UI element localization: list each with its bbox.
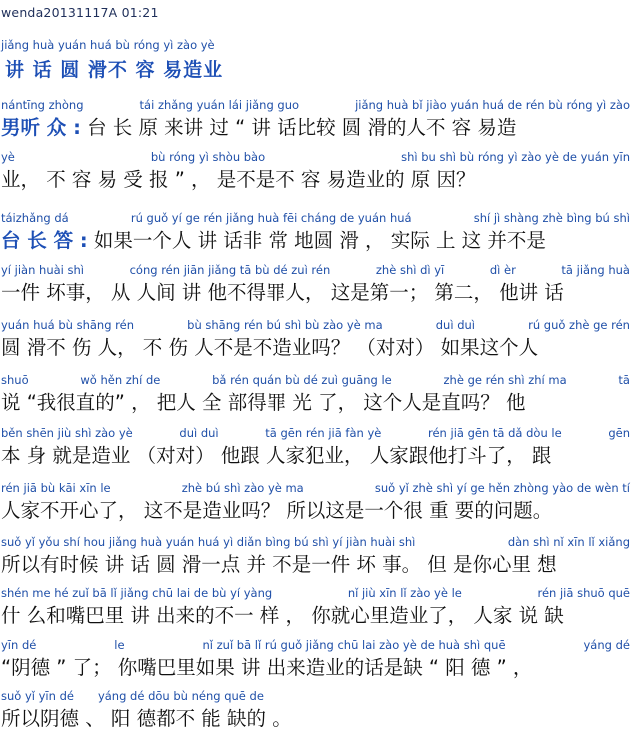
pinyin-segment: yuán huá bù shāng rén xyxy=(1,318,135,332)
pinyin-segment: rú guǒ yí ge rén jiǎng huà fēi cháng de yuán huá xyxy=(130,211,412,225)
pinyin-segment: zhè shì dì yī xyxy=(375,263,445,277)
pinyin-segment: rú guǒ zhè ge rén xyxy=(528,318,630,332)
hanzi-row xyxy=(0,167,632,193)
hanzi-row xyxy=(0,280,632,306)
line-text: 人家不开心了， 这不是造业吗？ 所以这是一个很 重 要的问题。 xyxy=(1,499,553,522)
pinyin-segment: dàn shì nǐ xīn lǐ xiǎng xyxy=(507,535,630,549)
pinyin-row xyxy=(0,211,632,225)
pinyin-segment: nǐ jiù xīn lǐ zào yè le xyxy=(347,586,462,600)
line-text: 如果一个人 讲 话非 常 地圆 滑 ， 实际 上 这 并不是 xyxy=(87,229,546,252)
pinyin-segment: shí jì shàng zhè bìng bú shì xyxy=(473,211,630,225)
pinyin-segment: jiǎng huà bǐ jiào yuán huá de rén bù róng yì zào xyxy=(355,98,630,112)
pinyin-segment: cóng rén jiān jiǎng tā bù dé zuì rén xyxy=(129,263,331,277)
pinyin-segment: rén jiā bù kāi xīn le xyxy=(1,481,111,495)
pinyin-segment: nántīng zhòng xyxy=(1,98,84,112)
pinyin-segment: shì bu shì bù róng yì zào yè de yuán yīn xyxy=(401,150,630,164)
pinyin-segment: suǒ yǐ zhè shì yí ge hěn zhòng yào de wèn tí xyxy=(374,481,630,495)
hanzi-row xyxy=(0,228,632,254)
line-text: 说 “我很直的” ， 把人 全 部得罪 光 了， 这个人是直吗？ 他 xyxy=(1,391,526,414)
pinyin-row xyxy=(0,150,632,164)
hanzi-row xyxy=(0,655,632,681)
post-header: wenda20131117A 01:21 xyxy=(1,5,159,20)
line-text: 所以有时候 讲 话 圆 滑一点 并 不是一件 坏 事。 但 是你心里 想 xyxy=(1,553,557,576)
pinyin-segment: duì duì xyxy=(435,318,475,332)
pinyin-row xyxy=(0,535,632,549)
pinyin-segment: táizhǎng dá xyxy=(1,211,69,225)
pinyin-segment: gēn xyxy=(608,426,630,440)
speaker-label: 男听 众 : xyxy=(1,116,81,139)
pinyin-segment: suǒ yǐ yīn dé xyxy=(1,689,74,703)
pinyin-segment: tā gēn rén jiā fàn yè xyxy=(265,426,382,440)
line-text: 所以阴德 、 阳 德都不 能 缺的 。 xyxy=(1,707,292,730)
pinyin-segment: nǐ zuǐ bā lǐ rú guǒ jiǎng chū lai zào yè de huà shì quē xyxy=(202,638,506,652)
pinyin-segment: shén me hé zuǐ bā lǐ jiǎng chū lai de bù yí yàng xyxy=(1,586,273,600)
line-text: “阴德 ” 了； 你嘴巴里如果 讲 出来造业的话是缺 “ 阳 德 ” ， xyxy=(1,656,533,679)
hanzi-row xyxy=(0,115,632,141)
pinyin-segment: bǎ rén quán bù dé zuì guāng le xyxy=(212,373,392,387)
pinyin-row xyxy=(0,373,632,387)
line-text: 什 么和嘴巴里 讲 出来的不一 样 ， 你就心里造业了， 人家 说 缺 xyxy=(1,604,564,627)
pinyin-segment: yí jiàn huài shì xyxy=(1,263,84,277)
pinyin-row xyxy=(0,98,632,112)
article-title: 讲 话 圆 滑不 容 易造业 xyxy=(5,59,224,81)
hanzi-row xyxy=(0,552,632,578)
hanzi-row xyxy=(0,443,632,469)
pinyin-segment: yīn dé xyxy=(1,638,37,652)
pinyin-segment: yè xyxy=(1,150,15,164)
text-line-11 xyxy=(0,638,632,694)
pinyin-segment: tā jiǎng huà xyxy=(561,263,630,277)
pinyin-segment: duì duì xyxy=(179,426,219,440)
pinyin-row xyxy=(0,481,632,495)
text-line-10 xyxy=(0,586,632,642)
text-line-7 xyxy=(0,426,632,482)
pinyin-segment: bù róng yì shòu bào xyxy=(150,150,266,164)
hanzi-row xyxy=(0,390,632,416)
line-text: 一件 坏事， 从 人间 讲 他不得罪人， 这是第一； 第二， 他讲 话 xyxy=(1,281,564,304)
pinyin-segment: yáng dé xyxy=(583,638,630,652)
pinyin-row xyxy=(0,263,632,277)
pinyin-row xyxy=(0,318,632,332)
text-line-2 xyxy=(0,150,632,206)
pinyin-segment: wǒ hěn zhí de xyxy=(80,373,161,387)
pinyin-row xyxy=(0,689,632,703)
text-line-6 xyxy=(0,373,632,429)
line-text: 台 长 原 来讲 过 “ 讲 话比较 圆 滑的人不 容 易造 xyxy=(80,116,517,139)
pinyin-segment: yáng dé dōu bù néng quē de xyxy=(97,689,264,703)
pinyin-segment: tā xyxy=(618,373,630,387)
text-line-3 xyxy=(0,211,632,267)
pinyin-segment: bù shāng rén bú shì bù zào yè ma xyxy=(187,318,383,332)
title-pinyin: jiǎng huà yuán huá bù róng yì zào yè xyxy=(1,38,215,52)
pinyin-segment: běn shēn jiù shì zào yè xyxy=(1,426,133,440)
pinyin-segment: shuō xyxy=(1,373,29,387)
pinyin-segment: suǒ yǐ yǒu shí hou jiǎng huà yuán huá yì diǎn bìng bú shì yí jiàn huài shì xyxy=(1,535,416,549)
text-line-5 xyxy=(0,318,632,374)
pinyin-segment: rén jiā gēn tā dǎ dòu le xyxy=(428,426,562,440)
text-line-8 xyxy=(0,481,632,537)
text-line-9 xyxy=(0,535,632,591)
hanzi-row xyxy=(0,603,632,629)
line-text: 圆 滑不 伤 人， 不 伤 人不是不造业吗？ （对对） 如果这个人 xyxy=(1,336,539,359)
text-line-4 xyxy=(0,263,632,319)
line-text: 业， 不 容 易 受 报 ” ， 是不是不 容 易造业的 原 因？ xyxy=(1,168,476,191)
pinyin-row xyxy=(0,638,632,652)
pinyin-segment: zhè ge rén shì zhí ma xyxy=(443,373,567,387)
text-line-1 xyxy=(0,98,632,154)
pinyin-segment: tái zhǎng yuán lái jiǎng guo xyxy=(139,98,300,112)
hanzi-row xyxy=(0,706,632,732)
hanzi-row xyxy=(0,498,632,524)
pinyin-segment: dì èr xyxy=(489,263,516,277)
pinyin-segment: le xyxy=(114,638,125,652)
pinyin-segment: rén jiā shuō quē xyxy=(537,586,630,600)
hanzi-row xyxy=(0,335,632,361)
pinyin-row xyxy=(0,426,632,440)
speaker-label: 台 长 答 : xyxy=(1,229,88,252)
text-line-12 xyxy=(0,689,632,745)
pinyin-row xyxy=(0,586,632,600)
pinyin-segment: zhè bú shì zào yè ma xyxy=(181,481,304,495)
line-text: 本 身 就是造业 （对对） 他跟 人家犯业， 人家跟他打斗了， 跟 xyxy=(1,444,552,467)
